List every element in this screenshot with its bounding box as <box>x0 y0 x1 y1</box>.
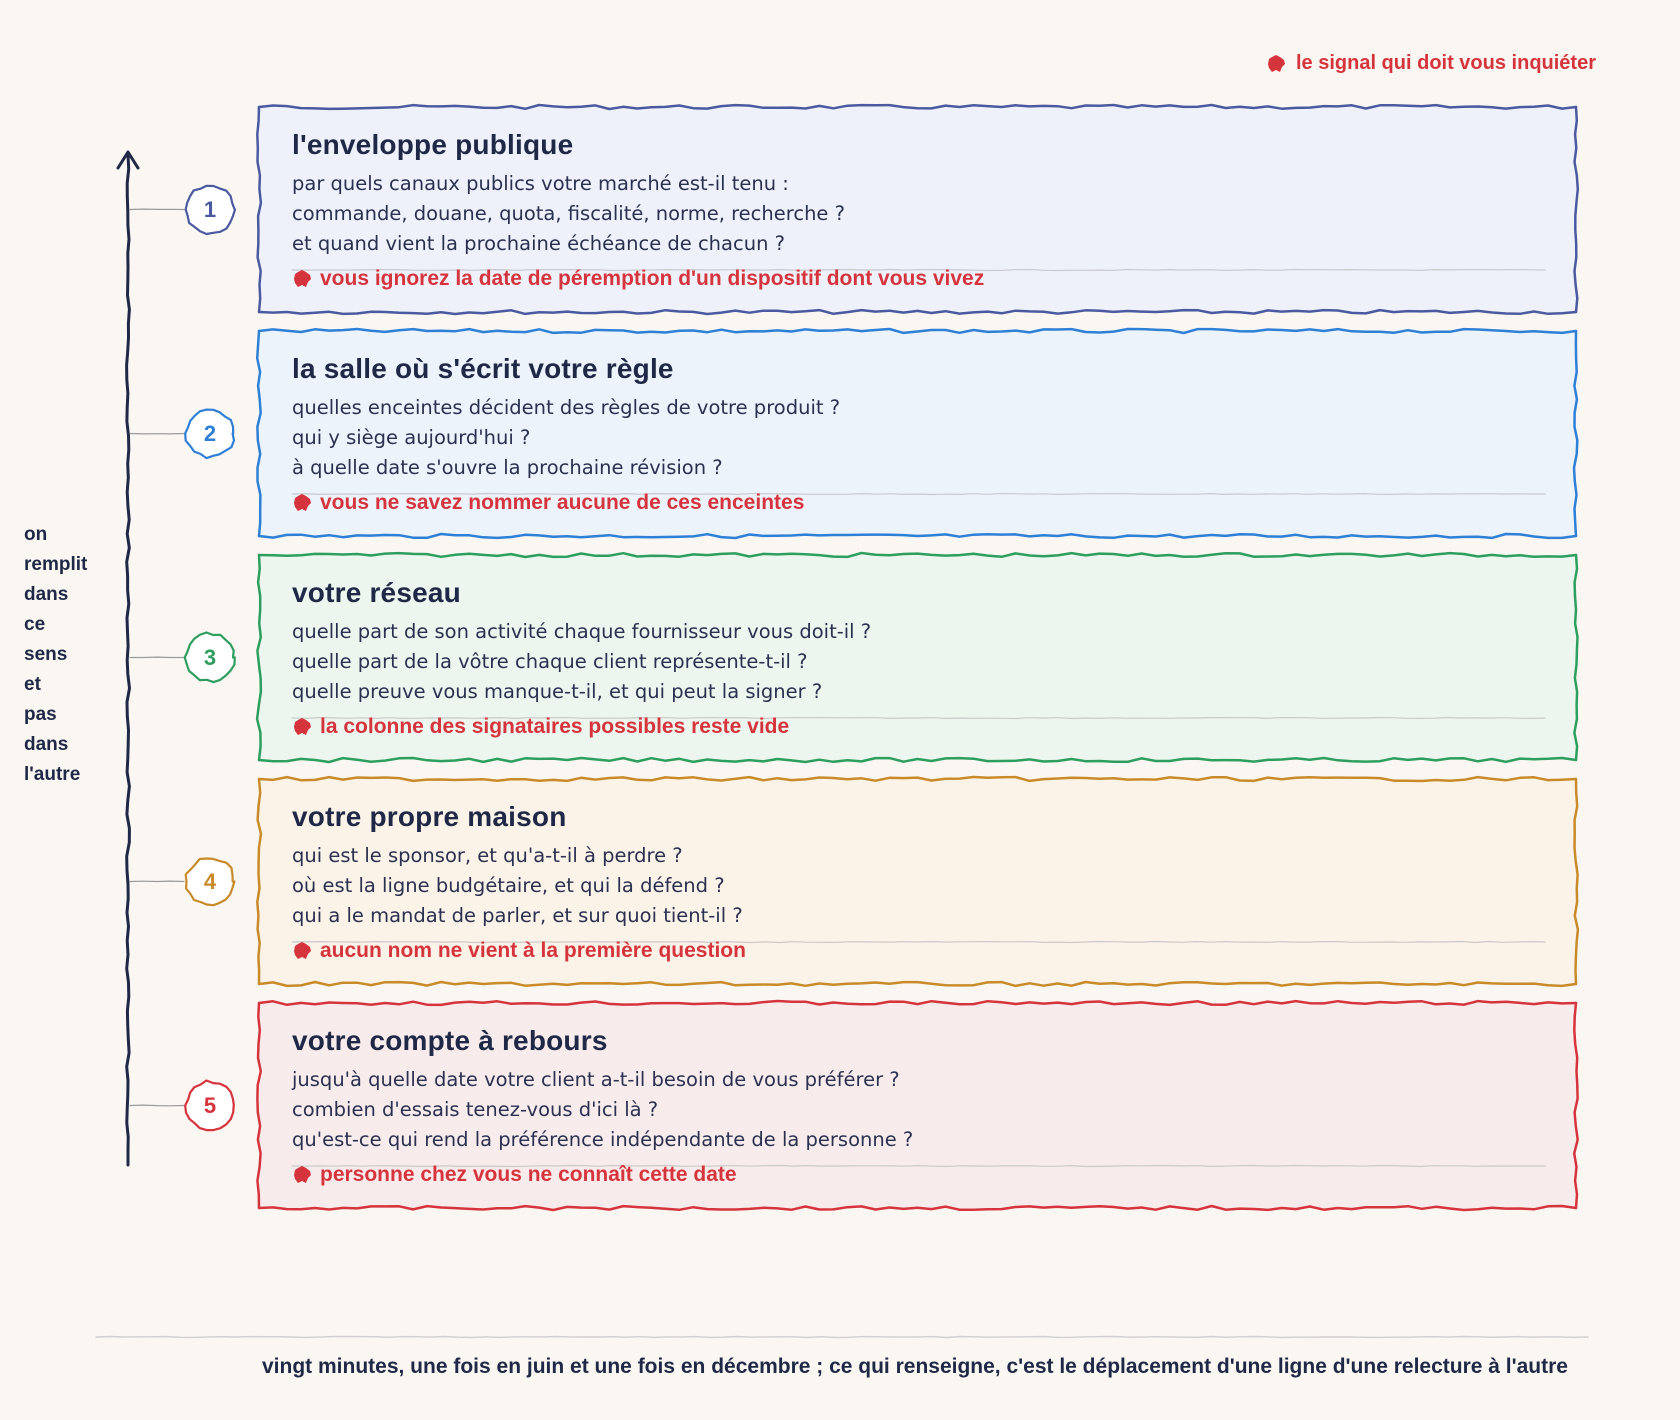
card-question: quelle part de son activité chaque fournisseur vous doit-il ? <box>292 620 872 643</box>
card-title: votre propre maison <box>292 801 567 832</box>
red-blob-icon <box>292 717 312 737</box>
side-label-word: ce <box>24 614 46 635</box>
card-question: et quand vient la prochaine échéance de chacun ? <box>292 232 785 255</box>
red-blob-icon <box>292 1165 312 1185</box>
card-warning-text: vous ne savez nommer aucune de ces enceintes <box>320 491 805 514</box>
card-question: quelle preuve vous manque-t-il, et qui peut la signer ? <box>292 680 823 703</box>
side-label <box>24 520 104 790</box>
card-question: qui y siège aujourd'hui ? <box>292 426 531 449</box>
red-blob-icon <box>292 941 312 961</box>
card-warning-text: aucun nom ne vient à la première question <box>320 939 746 962</box>
step-number: 5 <box>203 1092 217 1118</box>
card-warning-text: la colonne des signataires possibles reste vide <box>320 715 790 738</box>
card-warning-text: personne chez vous ne connaît cette date <box>320 1163 737 1186</box>
card-warning <box>292 267 984 291</box>
card-question: par quels canaux publics votre marché est-il tenu : <box>292 172 789 195</box>
card-question: jusqu'à quelle date votre client a-t-il besoin de vous préférer ? <box>292 1068 900 1091</box>
step-card <box>260 331 1575 536</box>
side-label-word: l'autre <box>24 764 81 785</box>
card-question: qui est le sponsor, et qu'a-t-il à perdre ? <box>292 844 683 867</box>
legend <box>1266 52 1596 75</box>
footer-rule <box>96 1337 1588 1338</box>
card-title: votre compte à rebours <box>292 1025 608 1056</box>
side-label-word: sens <box>24 644 68 665</box>
red-blob-icon <box>292 493 312 513</box>
card-title: l'enveloppe publique <box>292 129 574 160</box>
card-question: qu'est-ce qui rend la préférence indépendante de la personne ? <box>292 1128 914 1151</box>
card-question: combien d'essais tenez-vous d'ici là ? <box>292 1098 659 1121</box>
card-question: à quelle date s'ouvre la prochaine révision ? <box>292 456 723 479</box>
red-blob-icon <box>1266 54 1286 74</box>
side-label-word: et <box>24 674 41 695</box>
step-card <box>260 1003 1575 1208</box>
badge-connector <box>130 1105 184 1106</box>
side-label-word: dans <box>24 734 69 755</box>
legend-text: le signal qui doit vous inquiéter <box>1295 52 1596 74</box>
step-number: 4 <box>203 868 217 894</box>
card-title: la salle où s'écrit votre règle <box>292 353 674 384</box>
step-card <box>260 779 1575 984</box>
side-label-word: dans <box>24 584 69 605</box>
card-question: qui a le mandat de parler, et sur quoi tient-il ? <box>292 904 743 927</box>
card-warning <box>292 939 746 963</box>
side-label-word: on <box>24 524 48 545</box>
card-question: où est la ligne budgétaire, et qui la défend ? <box>292 874 725 897</box>
step-number: 3 <box>203 644 217 670</box>
card-warning <box>292 715 789 739</box>
step-card <box>260 107 1575 312</box>
step-number: 2 <box>203 420 217 446</box>
card-title: votre réseau <box>292 577 461 608</box>
red-blob-icon <box>292 269 312 289</box>
card-warning-text: vous ignorez la date de péremption d'un dispositif dont vous vivez <box>320 267 985 290</box>
card-question: quelle part de la vôtre chaque client représente-t-il ? <box>292 650 808 673</box>
footer-note: vingt minutes, une fois en juin et une fois en décembre ; ce qui renseigne, c'est le déplacement d'une ligne d'une relecture à l'autre <box>262 1355 1568 1378</box>
step-card <box>260 555 1575 760</box>
step-number: 1 <box>203 196 217 222</box>
card-warning <box>292 1163 737 1187</box>
side-label-word: pas <box>24 704 57 725</box>
card-question: quelles enceintes décident des règles de votre produit ? <box>292 396 841 419</box>
side-label-word: remplit <box>24 554 88 575</box>
card-question: commande, douane, quota, fiscalité, norme, recherche ? <box>292 202 845 225</box>
direction-arrow <box>118 152 138 1165</box>
card-warning <box>292 491 804 515</box>
